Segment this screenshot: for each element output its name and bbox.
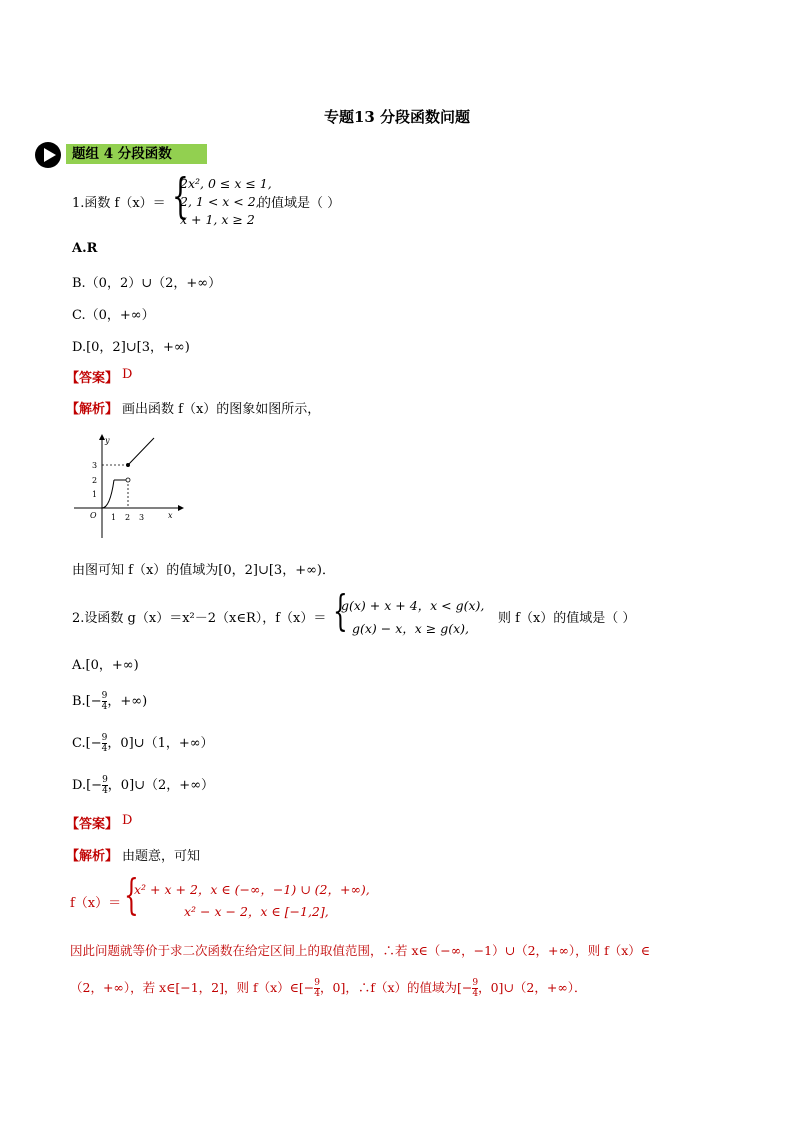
play-circle-icon — [33, 140, 63, 170]
x-tick-3: 3 — [139, 513, 145, 522]
q1-suffix: 的值域是（ ） — [258, 196, 341, 211]
q1-brace: { — [172, 168, 189, 224]
q2-answer-tag: 【答案】 — [66, 817, 119, 832]
open-point — [126, 478, 130, 482]
q1-case-2: 2, 1 < x < 2, — [180, 194, 260, 209]
q2-option-c: C.[− $\frac{9}{4}$ ，0]∪（1，+∞） — [72, 733, 214, 754]
y-tick-2: 2 — [92, 476, 98, 485]
q2-answer: D — [122, 813, 133, 828]
y-tick-3: 3 — [92, 461, 98, 470]
q2-analysis-tag: 【解析】 — [66, 849, 119, 864]
q2-piecewise-case-1: x² + x + 2，x ∈ (−∞，−1) ∪ (2，+∞), — [134, 882, 370, 897]
q1-option-a: A.R — [72, 241, 98, 256]
q2-analysis: 由题意，可知 — [122, 849, 201, 864]
q1-case-3: x + 1, x ≥ 2 — [180, 212, 255, 227]
q2-piecewise-case-2: x² − x − 2，x ∈ [−1,2], — [184, 904, 329, 919]
q1-option-c: C.（0，+∞） — [72, 308, 155, 323]
origin-label: O — [90, 511, 97, 520]
y-tick-1: 1 — [92, 490, 98, 499]
q1-option-d: D.[0，2]∪[3，+∞) — [72, 340, 190, 355]
q2-option-b: B.[− $\frac{9}{4}$ ，+∞) — [72, 691, 148, 712]
q2-brace: { — [333, 586, 348, 635]
q2-prefix: 2.设函数 g（x）＝x²－2（x∈R），f（x）＝ — [72, 611, 327, 626]
q2-option-a: A.[0，+∞) — [72, 658, 139, 673]
x-tick-2: 2 — [125, 513, 131, 522]
q1-conclusion: 由图可知 f（x）的值域为[0，2]∪[3，+∞)． — [72, 563, 335, 578]
q2-case-1: g(x) + x + 4，x < g(x), — [341, 598, 485, 613]
q1-case-1: 2x², 0 ≤ x ≤ 1, — [180, 176, 272, 191]
q1-answer: D — [122, 367, 133, 382]
q2-paragraph-1: 因此问题就等价于求二次函数在给定区间上的取值范围，∴若 x∈（−∞，−1）∪（2，+∞），则 f（x）∈ — [70, 943, 651, 958]
q1-prefix: 1.函数 f（x）＝ — [72, 196, 166, 211]
q1-analysis: 画出函数 f（x）的图象如图所示， — [122, 402, 321, 417]
q1-answer-tag: 【答案】 — [66, 371, 119, 386]
section-label: 题组 4 分段函数 — [72, 146, 172, 162]
q1-analysis-tag: 【解析】 — [66, 402, 119, 417]
q2-option-d: D.[− $\frac{9}{4}$ ，0]∪（2，+∞） — [72, 775, 215, 796]
y-axis-label: y — [105, 436, 110, 445]
x-tick-1: 1 — [111, 513, 117, 522]
x-axis-label: x — [168, 511, 173, 520]
q2-piecewise-brace: { — [124, 870, 139, 919]
q2-case-2: g(x) − x，x ≥ g(x), — [352, 621, 470, 636]
q2-paragraph-2: （2，+∞），若 x∈[−1，2]，则 f（x）∈[− $\frac{9}{4}$ ，0]，∴f（x）的值域为[− $\frac{9}{4}$ ，0]∪（2，+∞）． — [70, 978, 587, 999]
q1-function-graph — [66, 430, 186, 545]
q2-suffix: 则 f（x）的值域是（ ） — [498, 611, 636, 626]
closed-point — [126, 463, 130, 467]
page-title: 专题13 分段函数问题 — [323, 108, 471, 126]
q2-piecewise-lhs: f（x）＝ — [70, 896, 122, 911]
q1-option-b: B.（0，2）∪（2，+∞） — [72, 276, 222, 291]
